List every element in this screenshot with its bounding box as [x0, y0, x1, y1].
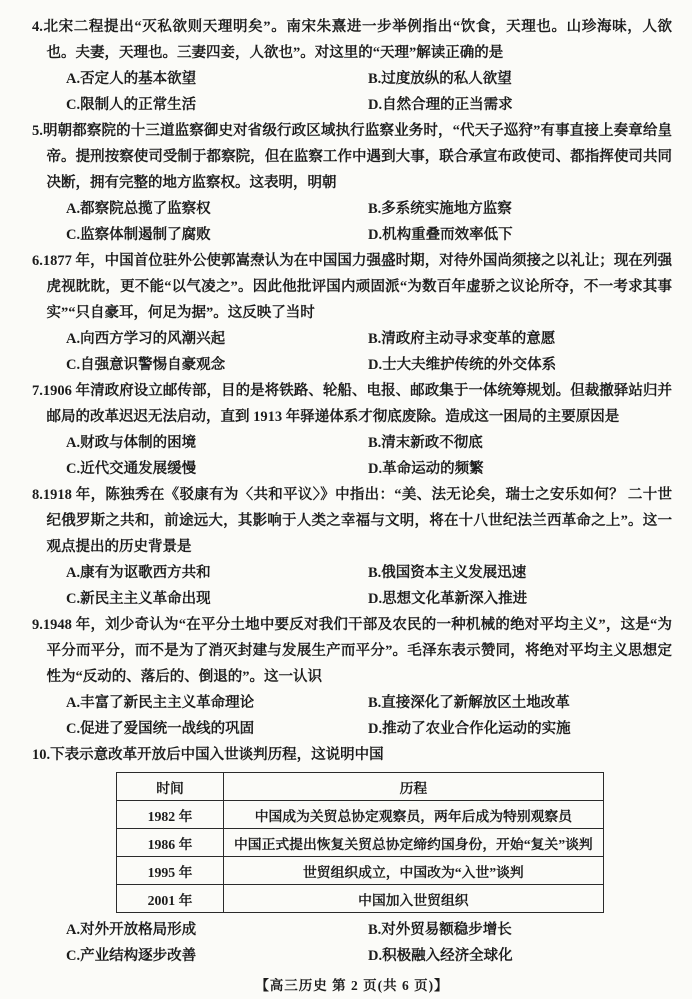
question-5 — [32, 118, 672, 248]
question-6-option-a: A.向西方学习的风潮兴起 — [66, 331, 226, 347]
table-cell-year: 2001 年 — [117, 885, 224, 913]
question-7-number: 7. — [32, 383, 43, 399]
table-cell-year: 1986 年 — [117, 829, 224, 857]
table-cell-event: 中国加入世贸组织 — [224, 885, 604, 913]
question-7-option-d: D.革命运动的频繁 — [368, 461, 484, 477]
question-5-text: 明朝都察院的十三道监察御史对省级行政区域执行监察业务时，“代天子巡狩”有事直接上奏章给皇帝。提刑按察使司受制于都察院，但在监察工作中遇到大事，联合承宣布政使司、都指挥使司共同决断，拥有完整的地方监察权。这表明，明朝 — [42, 123, 672, 191]
question-9-option-b: B.直接深化了新解放区土地改革 — [368, 695, 570, 711]
question-7-stem — [32, 378, 672, 430]
table-header-row — [117, 773, 604, 801]
question-6-number: 6. — [32, 253, 43, 269]
table-row — [117, 885, 604, 913]
question-10-option-a: A.对外开放格局形成 — [66, 922, 197, 938]
question-8 — [32, 482, 672, 612]
question-5-option-a: A.都察院总揽了监察权 — [66, 201, 211, 217]
question-5-option-b: B.多系统实施地方监察 — [368, 201, 512, 217]
question-4-option-a: A.否定人的基本欲望 — [66, 71, 197, 87]
question-9-text: 1948 年，刘少奇认为“在平分土地中要反对我们干部及农民的一种机械的绝对平均主义”，这是“为平分而平分，而不是为了消灭封建与发展生产而平分”。毛泽东表示赞同，将绝对平均主义思想定性为“反动的、落后的、倒退的”。这一认识 — [42, 617, 672, 685]
question-8-text: 1918 年，陈独秀在《驳康有为〈共和平议〉》中指出：“美、法无论矣，瑞士之安乐如何？ 二十世纪俄罗斯之共和，前途远大，其影响于人类之幸福与文明，将在十八世纪法兰西革命之上”。这一观点提出的历史背景是 — [42, 487, 672, 555]
question-10 — [32, 742, 672, 969]
question-4-option-d: D.自然合理的正当需求 — [368, 97, 513, 113]
question-6-option-c: C.自强意识警惕自豪观念 — [66, 357, 226, 373]
question-7-option-c: C.近代交通发展缓慢 — [66, 461, 197, 477]
page-footer: 【高三历史 第 2 页(共 6 页)】 — [255, 978, 449, 993]
question-5-stem — [32, 118, 672, 196]
question-10-text: 下表示意改革开放后中国入世谈判历程，这说明中国 — [50, 747, 384, 763]
question-9-option-d: D.推动了农业合作化运动的实施 — [368, 721, 571, 737]
question-7-option-b: B.清末新政不彻底 — [368, 435, 483, 451]
question-10-option-c: C.产业结构逐步改善 — [66, 948, 197, 964]
question-10-stem — [32, 742, 672, 768]
table-row — [117, 857, 604, 885]
question-9-option-c: C.促进了爱国统一战线的巩固 — [66, 721, 255, 737]
question-9 — [32, 612, 672, 742]
question-10-option-d: D.积极融入经济全球化 — [368, 948, 513, 964]
question-5-option-d: D.机构重叠而效率低下 — [368, 227, 513, 243]
question-7-text: 1906 年清政府设立邮传部，目的是将铁路、轮船、电报、邮政集于一体统筹规划。但裁撤驿站归并邮局的改革迟迟无法启动，直到 1913 年驿递体系才彻底废除。造成这一困局的主要原因是 — [42, 383, 672, 425]
table-cell-event: 中国成为关贸总协定观察员，两年后成为特别观察员 — [224, 801, 604, 829]
question-4 — [32, 14, 672, 118]
question-4-option-c: C.限制人的正常生活 — [66, 97, 197, 113]
question-4-option-b: B.过度放纵的私人欲望 — [368, 71, 512, 87]
question-8-option-d: D.思想文化革新深入推进 — [368, 591, 528, 607]
table-row — [117, 829, 604, 857]
question-6-option-d: D.士大夫维护传统的外交体系 — [368, 357, 557, 373]
question-6-text: 1877 年，中国首位驻外公使郭嵩焘认为在中国国力强盛时期，对待外国尚须接之以礼让；现在列强虎视眈眈，更不能“以气凌之”。因此他批评国内顽固派“为数百年虚骄之议论所夺，不一考求其事实”“只自豪耳，何足为据”。这反映了当时 — [42, 253, 672, 321]
question-10-number: 10. — [32, 747, 51, 763]
question-4-stem — [32, 14, 672, 66]
wto-timeline-table-wrap — [116, 772, 672, 913]
question-8-option-b: B.俄国资本主义发展迅速 — [368, 565, 527, 581]
table-cell-event: 世贸组织成立，中国改为“入世”谈判 — [224, 857, 604, 885]
question-9-stem — [32, 612, 672, 690]
table-row — [117, 801, 604, 829]
question-8-option-a: A.康有为讴歌西方共和 — [66, 565, 211, 581]
question-9-option-a: A.丰富了新民主主义革命理论 — [66, 695, 255, 711]
question-6-option-b: B.清政府主动寻求变革的意愿 — [368, 331, 556, 347]
question-5-number: 5. — [32, 123, 43, 139]
question-6-stem — [32, 248, 672, 326]
question-4-text: 北宋二程提出“灭私欲则天理明矣”。南宋朱熹进一步举例指出“饮食，天理也。山珍海味，人欲也。夫妻，天理也。三妻四妾，人欲也”。对这里的“天理”解读正确的是 — [42, 19, 672, 61]
question-8-option-c: C.新民主主义革命出现 — [66, 591, 211, 607]
question-7-option-a: A.财政与体制的困境 — [66, 435, 197, 451]
question-5-option-c: C.监察体制遏制了腐败 — [66, 227, 211, 243]
question-10-option-b: B.对外贸易额稳步增长 — [368, 922, 512, 938]
question-8-number: 8. — [32, 487, 43, 503]
table-cell-event: 中国正式提出恢复关贸总协定缔约国身份，开始“复关”谈判 — [224, 829, 604, 857]
question-7 — [32, 378, 672, 482]
table-header-course: 历程 — [224, 773, 604, 801]
table-cell-year: 1982 年 — [117, 801, 224, 829]
question-4-number: 4. — [32, 19, 43, 35]
question-6 — [32, 248, 672, 378]
table-header-time: 时间 — [117, 773, 224, 801]
question-8-stem — [32, 482, 672, 560]
table-cell-year: 1995 年 — [117, 857, 224, 885]
wto-timeline-table — [116, 772, 604, 913]
question-9-number: 9. — [32, 617, 43, 633]
